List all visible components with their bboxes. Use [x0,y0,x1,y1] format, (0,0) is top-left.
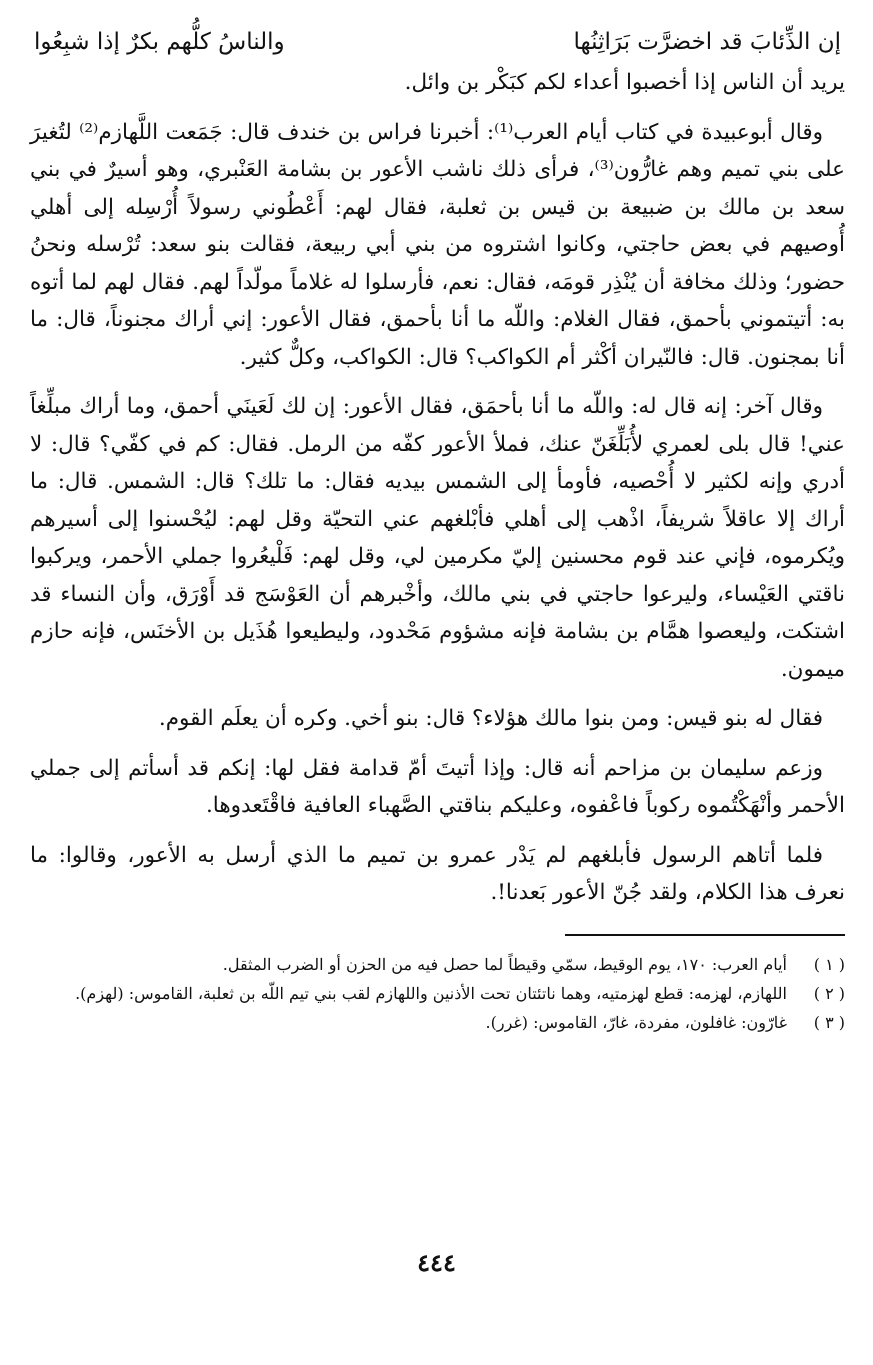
footnote-text: غارّون: غافلون، مفردة، غارّ، القاموس: (غرر). [485,1012,787,1032]
paragraph-sulayman: وزعم سليمان بن مزاحم أنه قال: وإذا أتيتَ أمّ قدامة فقل لها: إنكم قد أسأتم إلى جملي الأحمر وأنْهَكْتُموه ركوباً فاعْفوه، وعليكم بناقتي الصَّهباء العافية فاقْتَعدوها. [30,755,845,818]
paragraph-banu-qays: فقال له بنو قيس: ومن بنوا مالك هؤلاء؟ قال: بنو أخي. وكره أن يعلَم القوم. [158,706,823,731]
footnote-3 [30,1008,845,1037]
poetry-verse [30,22,845,62]
verse-first-hemistich: إن الذِّئابَ قد اخضرَّت بَرَاثِنُها [573,29,841,55]
footnote-marker: ( ١ ) [813,954,845,974]
page-number: ٤٤٤ [417,1248,456,1277]
verse-second-hemistich: والناسُ كلُّهم بكرٌ إذا شبِعُوا [34,29,285,55]
paragraph-abu-ubaida: وقال أبوعبيدة في كتاب أيام العرب⁽¹⁾: أخبرنا فراس بن خندف قال: جَمَعت اللَّهازم⁽²⁾ لتُغيرَ على بني تميم وهم غارُّون⁽³⁾، فرأى ذلك ناشب الأعور بن بشامة العَنْبري، وهو أسيرٌ في بني سعد بن مالك بن ضبيعة بن قيس بن ثعلبة، فقال لهم: أَعْطُوني رسولاً أُرْسِله إلى أهلي أُوصيهم في بعض حاجتي، وكانوا اشتروه من بني أبي ربيعة، فقالت بنو سعد: تُرْسله ونحنُ حضور؛ وذلك مخافة أن يُنْذِر قومَه، فقال: نعم، فأرسلوا له غلاماً مولّداً لهم. فقال لهم لما أتوه به: أتيتموني بأحمق، فقال الغلام: واللّه ما أنا بأحمق، فقال الأعور: إني أراك مجنوناً، قال: ما أنا بمجنون. قال: فالنّيران أكْثر أم الكواكب؟ قال: الكواكب، وكلٌّ كثير. [30,119,845,370]
page-body [30,22,845,1037]
footnote-1 [30,950,845,979]
footnote-2 [30,979,845,1008]
paragraph-messenger: فلما أتاهم الرسول فأبلغهم لم يَدْر عمرو بن تميم ما الذي أرسل به الأعور، وقالوا: ما نعرف هذا الكلام، ولقد جُنّ الأعور بَعدنا!. [30,842,845,905]
footnote-marker: ( ٢ ) [813,983,845,1003]
verse-explanation: يريد أن الناس إذا أخصبوا أعداء لكم كبَكْر بن وائل. [404,70,845,95]
paragraph-another-account: وقال آخر: إنه قال له: واللّه ما أنا بأحمَق، فقال الأعور: إن لك لَعَينَي أحمق، وما أراك مبلِّغاً عني! قال بلى لعمري لأُبَلِّغَنّ عنك، فملأ الأعور كفّه من الرمل. فقال: كم في كفّي؟ قال: لا أدري وإنه لكثير لا أُحْصيه، فأومأ إلى الشمس بيديه فقال: ما تلك؟ قال: الشمس. قال: ما أراك إلا عاقلاً شريفاً، اذْهب إلى أهلي فأبْلغهم عني التحيّة وقل لهم: ليُحْسنوا إلى أسيرهم ويُكرموه، فإني عند قوم محسنين إليّ مكرمين لي، وقل لهم: فَلْيعُروا جملي الأحمر، ويركبوا ناقتي العَيْساء، وليرعوا حاجتي في بني مالك، وأخْبرهم أن العَوْسَج قد أَوْرَق، وأن النساء قد اشتكت، وليعصوا همَّام بن بشامة فإنه مشؤوم مَحْدود، وليطيعوا هُذَيل بن الأخنَس، فإنه حازم ميمون. [30,394,845,682]
footnote-divider [565,934,845,936]
footnote-marker: ( ٣ ) [813,1012,845,1032]
footnote-text: أيام العرب: ١٧٠، يوم الوقيط، سمّي وقيطاً لما حصل فيه من الحزن أو الضرب المثقل. [222,954,787,974]
footnote-text: اللهازم، لهزمه: قطع لهزمتيه، وهما ناتئتان تحت الأذنين واللهازم لقب بني تيم اللّه بن ثعلبة، القاموس: (لهزم). [75,983,787,1003]
